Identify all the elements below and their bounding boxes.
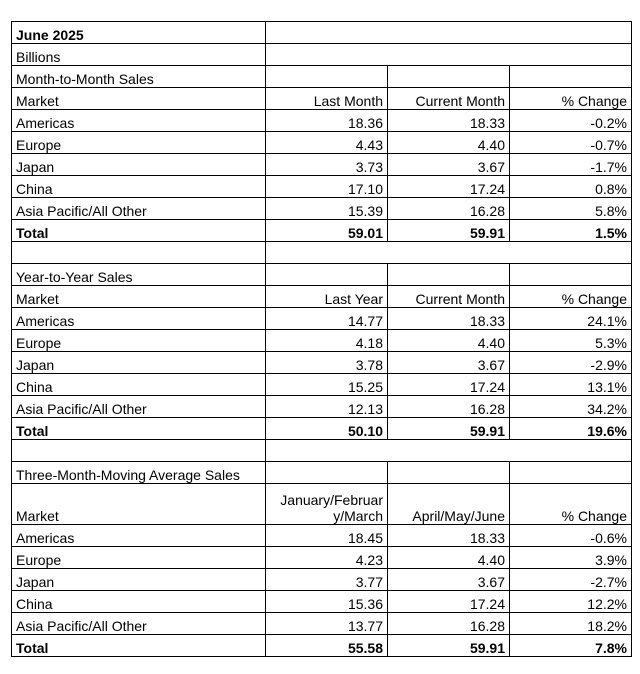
section-heading: Year-to-Year Sales: [12, 264, 266, 286]
column-header-change: % Change: [510, 88, 632, 110]
total-label: Total: [12, 635, 266, 657]
value-b: 16.28: [388, 198, 510, 220]
table-row: [12, 176, 632, 198]
value-a: 15.39: [266, 198, 388, 220]
value-b: 16.28: [388, 613, 510, 635]
value-a: 4.23: [266, 547, 388, 569]
column-header-a-line2: y/March: [333, 508, 383, 524]
value-b: 18.33: [388, 525, 510, 547]
empty-cell: [388, 462, 510, 484]
column-header-market: Market: [12, 88, 266, 110]
empty-cell: [12, 440, 266, 462]
column-header-a: Last Month: [266, 88, 388, 110]
value-a: 3.73: [266, 154, 388, 176]
value-change: -0.2%: [510, 110, 632, 132]
empty-cell: [510, 462, 632, 484]
empty-cell: [12, 242, 266, 264]
empty-cell: [388, 66, 510, 88]
table-row: [12, 352, 632, 374]
empty-cell: [510, 264, 632, 286]
value-change: 5.3%: [510, 330, 632, 352]
value-change: 12.2%: [510, 591, 632, 613]
market-name: Europe: [12, 330, 266, 352]
column-header-b: Current Month: [388, 88, 510, 110]
column-header-b: Current Month: [388, 286, 510, 308]
value-b: 4.40: [388, 330, 510, 352]
section-heading: Three-Month-Moving Average Sales: [12, 462, 266, 484]
table-row: [12, 396, 632, 418]
total-change: 1.5%: [510, 220, 632, 242]
market-name: Americas: [12, 110, 266, 132]
market-name: China: [12, 176, 266, 198]
value-b: 18.33: [388, 110, 510, 132]
empty-cell: [266, 242, 632, 264]
market-name: Asia Pacific/All Other: [12, 396, 266, 418]
empty-cell: [266, 462, 388, 484]
table-row: [12, 330, 632, 352]
total-label: Total: [12, 418, 266, 440]
value-b: 3.67: [388, 154, 510, 176]
market-name: Asia Pacific/All Other: [12, 198, 266, 220]
total-b: 59.91: [388, 418, 510, 440]
sales-table: [11, 21, 632, 657]
section-heading: Month-to-Month Sales: [12, 66, 266, 88]
total-label: Total: [12, 220, 266, 242]
total-change: 19.6%: [510, 418, 632, 440]
total-a: 50.10: [266, 418, 388, 440]
value-a: 3.78: [266, 352, 388, 374]
table-row: [12, 547, 632, 569]
table-row: [12, 110, 632, 132]
total-row: [12, 635, 632, 657]
market-name: China: [12, 374, 266, 396]
market-name: Americas: [12, 525, 266, 547]
market-name: China: [12, 591, 266, 613]
empty-cell: [266, 22, 632, 44]
value-change: 18.2%: [510, 613, 632, 635]
total-a: 55.58: [266, 635, 388, 657]
table-row: [12, 591, 632, 613]
total-b: 59.91: [388, 220, 510, 242]
empty-cell: [266, 440, 632, 462]
table-row: [12, 308, 632, 330]
value-b: 18.33: [388, 308, 510, 330]
value-a: 15.36: [266, 591, 388, 613]
column-header-market: Market: [12, 484, 266, 525]
value-a: 15.25: [266, 374, 388, 396]
value-change: -2.7%: [510, 569, 632, 591]
value-b: 17.24: [388, 591, 510, 613]
value-change: 5.8%: [510, 198, 632, 220]
column-header-a: [266, 484, 388, 525]
units-label: Billions: [12, 44, 266, 66]
total-row: [12, 418, 632, 440]
value-a: 12.13: [266, 396, 388, 418]
value-a: 18.45: [266, 525, 388, 547]
empty-cell: [510, 66, 632, 88]
value-change: 13.1%: [510, 374, 632, 396]
value-a: 17.10: [266, 176, 388, 198]
value-change: -1.7%: [510, 154, 632, 176]
value-b: 17.24: [388, 374, 510, 396]
total-a: 59.01: [266, 220, 388, 242]
value-change: 0.8%: [510, 176, 632, 198]
market-name: Asia Pacific/All Other: [12, 613, 266, 635]
table-row: [12, 525, 632, 547]
value-b: 17.24: [388, 176, 510, 198]
value-change: 34.2%: [510, 396, 632, 418]
empty-cell: [266, 44, 632, 66]
empty-cell: [266, 264, 388, 286]
value-change: 24.1%: [510, 308, 632, 330]
value-a: 14.77: [266, 308, 388, 330]
value-change: -0.6%: [510, 525, 632, 547]
value-b: 3.67: [388, 569, 510, 591]
total-row: [12, 220, 632, 242]
value-change: 3.9%: [510, 547, 632, 569]
market-name: Europe: [12, 132, 266, 154]
total-change: 7.8%: [510, 635, 632, 657]
column-header-b: April/May/June: [388, 484, 510, 525]
total-b: 59.91: [388, 635, 510, 657]
value-a: 3.77: [266, 569, 388, 591]
column-header-a: Last Year: [266, 286, 388, 308]
column-header-market: Market: [12, 286, 266, 308]
market-name: Japan: [12, 352, 266, 374]
table-row: [12, 198, 632, 220]
value-change: -2.9%: [510, 352, 632, 374]
value-change: -0.7%: [510, 132, 632, 154]
value-b: 4.40: [388, 547, 510, 569]
sales-report-sheet: [11, 21, 631, 657]
market-name: Japan: [12, 154, 266, 176]
table-row: [12, 154, 632, 176]
table-row: [12, 613, 632, 635]
report-title: June 2025: [12, 22, 266, 44]
empty-cell: [388, 264, 510, 286]
value-a: 13.77: [266, 613, 388, 635]
value-a: 18.36: [266, 110, 388, 132]
value-a: 4.43: [266, 132, 388, 154]
table-row: [12, 374, 632, 396]
value-b: 3.67: [388, 352, 510, 374]
market-name: Europe: [12, 547, 266, 569]
value-b: 16.28: [388, 396, 510, 418]
column-header-change: % Change: [510, 484, 632, 525]
table-row: [12, 132, 632, 154]
value-b: 4.40: [388, 132, 510, 154]
market-name: Americas: [12, 308, 266, 330]
empty-cell: [266, 66, 388, 88]
value-a: 4.18: [266, 330, 388, 352]
column-header-change: % Change: [510, 286, 632, 308]
column-header-a-line1: January/Februar: [280, 492, 383, 508]
market-name: Japan: [12, 569, 266, 591]
table-row: [12, 569, 632, 591]
